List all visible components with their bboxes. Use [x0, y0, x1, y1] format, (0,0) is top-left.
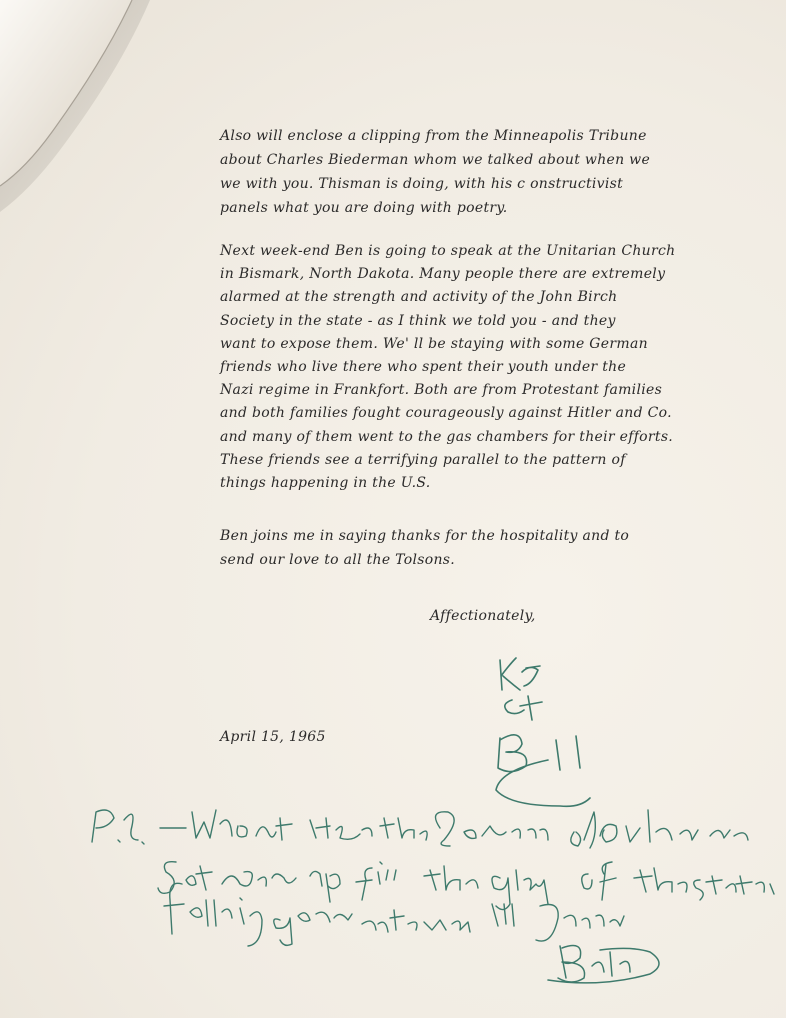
- text-line: and many of them went to the gas chambers for their efforts.: [220, 428, 674, 445]
- text-line: we with you. Thisman is doing, with his c onstructivist: [220, 176, 624, 192]
- text-line: panels what you are doing with poetry.: [220, 200, 508, 216]
- text-line: want to expose them. We' ll be staying with some German: [220, 335, 648, 352]
- text-line: Society in the state - as I think we told you - and they: [220, 312, 616, 329]
- text-line: Nazi regime in Frankfort. Both are from Protestant families: [220, 382, 663, 399]
- text-line: in Bismark, North Dakota. Many people there are extremely: [220, 266, 666, 283]
- postscript: [92, 810, 748, 848]
- text-line: things happening in the U.S.: [220, 475, 431, 492]
- text-line: Next week-end Ben is going to speak at the Unitarian Church: [220, 243, 676, 259]
- text-line: about Charles Biederman whom we talked about when we: [220, 152, 651, 168]
- text-line: alarmed at the strength and activity of the John Birch: [220, 289, 618, 306]
- text-line: friends who live there who spent their youth under the: [220, 359, 627, 376]
- text-line: send our love to all the Tolsons.: [220, 552, 455, 568]
- closing-salutation: Affectionately,: [430, 608, 536, 624]
- text-line: Ben joins me in saying thanks for the hospitality and to: [220, 528, 630, 544]
- signature: [496, 658, 590, 806]
- text-line: and both families fought courageously against Hitler and Co.: [220, 405, 672, 422]
- text-line: Also will enclose a clipping from the Minneapolis Tribune: [220, 128, 647, 144]
- letter-date: April 15, 1965: [220, 729, 326, 745]
- text-line: These friends see a terrifying parallel to the pattern of: [220, 451, 626, 468]
